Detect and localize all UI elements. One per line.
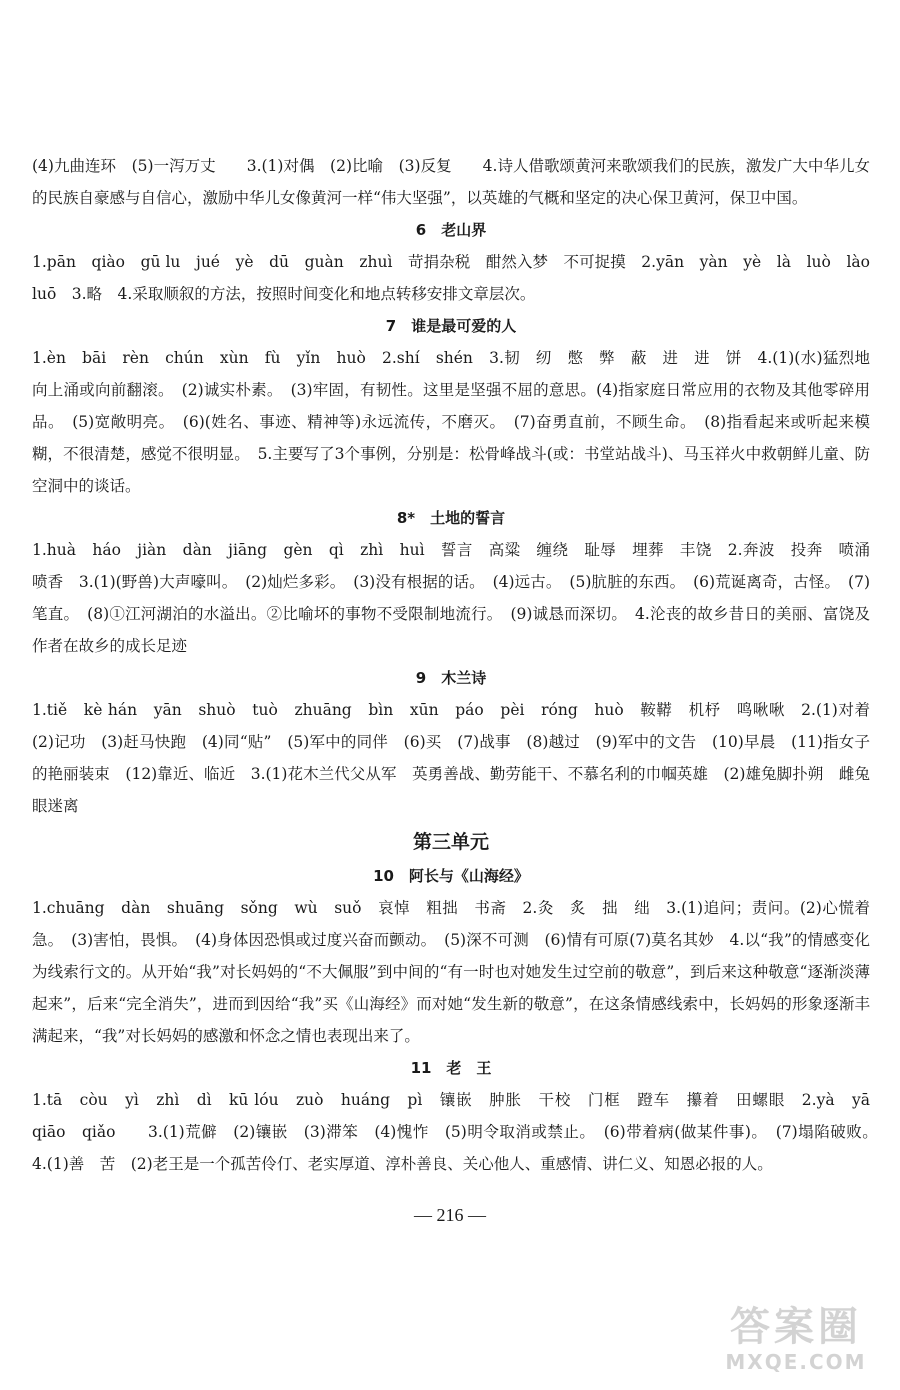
- lesson-heading: 9 木兰诗: [415, 669, 487, 687]
- lesson-heading: 8* 土地的誓言: [396, 509, 506, 527]
- watermark-main: 答案圈: [730, 1304, 862, 1350]
- paragraph: 1.huà háo jiàn dàn jiāng gèn qì zhì huì 誓言 高粱 缠绕 耻辱 埋葬 丰饶 2.奔波 投奔 喷涌 喷香 3.(1)(野兽)大声嚎叫。 (2)灿烂多彩。 (3)没有根据的话。 (4)远古。 (5)肮脏的东西。 (6)荒诞离奇，古怪。 (7)笔直。 (8)①江河湖泊的水溢出。②比喻坏的事物不受限制地流行。 (9)诚恳而深切。 4.沦丧的故乡昔日的美丽、富饶及作者在故乡的成长足迹: [32, 541, 886, 655]
- answer-page-content: [32, 150, 886, 1180]
- paragraph: 1.pān qiào gū lu jué yè dū guàn zhuì 苛捐杂税 酣然入梦 不可捉摸 2.yān yàn yè là luò lào luō 3.略 4.采取顺叙的方法，按照时间变化和地点转移安排文章层次。: [32, 253, 886, 303]
- lesson-heading: 11 老 王: [410, 1059, 492, 1077]
- lesson-heading: 10 阿长与《山海经》: [373, 867, 529, 885]
- unit-heading: 第三单元: [412, 831, 489, 853]
- paragraph: 1.tiě kè hán yān shuò tuò zhuāng bìn xūn páo pèi róng huò 鞍鞯 机杼 鸣啾啾 2.(1)对着 (2)记功 (3)赶马快跑 (4)同“贴” (5)军中的同伴 (6)买 (7)战事 (8)越过 (9)军中的文告 (10)早晨 (11)指女子的艳丽装束 (12)靠近、临近 3.(1)花木兰代父从军 英勇善战、勤劳能干、不慕名利的巾帼英雄 (2)雄兔脚扑朔 雌兔眼迷离: [32, 701, 886, 815]
- page-number: — 216 —: [414, 1205, 486, 1225]
- watermark-sub: MXQE.COM: [725, 1350, 867, 1374]
- watermark-logo: [706, 1304, 886, 1384]
- paragraph: 1.èn bāi rèn chún xùn fù yǐn huò 2.shí shén 3.韧 纫 憋 弊 蔽 进 进 饼 4.(1)(水)猛烈地向上涌或向前翻滚。 (2)诚实朴素。 (3)牢固，有韧性。这里是坚强不屈的意思。(4)指家庭日常应用的衣物及其他零碎用品。 (5)宽敞明亮。 (6)(姓名、事迹、精神等)永远流传，不磨灭。 (7)奋勇直前，不顾生命。 (8)指看起来或听起来模糊，不很清楚，感觉不很明显。 5.主要写了3个事例，分别是：松骨峰战斗(或：书堂站战斗)、马玉祥火中救朝鲜儿童、防空洞中的谈话。: [32, 349, 870, 495]
- lesson-heading: 6 老山界: [415, 221, 487, 239]
- paragraph: 1.tā còu yì zhì dì kū lóu zuò huáng pì 镶嵌 肿胀 干校 门框 蹬车 攥着 田螺眼 2.yà yā qiāo qiǎo 3.(1)荒僻 (2)镶嵌 (3)滞笨 (4)愧怍 (5)明令取消或禁止。 (6)带着病(做某件事)。 (7)塌陷破败。 4.(1)善 苦 (2)老王是一个孤苦伶仃、老实厚道、淳朴善良、关心他人、重感情、讲仁义、知恩必报的人。: [32, 1091, 886, 1173]
- paragraph: (4)九曲连环 (5)一泻万丈 3.(1)对偶 (2)比喻 (3)反复 4.诗人借歌颂黄河来歌颂我们的民族，激发广大中华儿女的民族自豪感与自信心，激励中华儿女像黄河一样“伟大坚强”，以英雄的气概和坚定的决心保卫黄河，保卫中国。: [32, 157, 870, 207]
- paragraph: 1.chuāng dàn shuāng sǒng wù suǒ 哀悼 粗拙 书斋 2.灸 炙 拙 绌 3.(1)追问；责问。(2)心慌着急。 (3)害怕，畏惧。 (4)身体因恐惧或过度兴奋而颤动。 (5)深不可测 (6)情有可原(7)莫名其妙 4.以“我”的情感变化为线索行文的。从开始“我”对长妈妈的“不大佩服”到中间的“有一时也对她发生过空前的敬意”，到后来这种敬意“逐渐淡薄起来”，后来“完全消失”，进而到因给“我”买《山海经》而对她“发生新的敬意”，在这条情感线索中，长妈妈的形象逐渐丰满起来，“我”对长妈妈的感激和怀念之情也表现出来了。: [32, 899, 870, 1045]
- lesson-heading: 7 谁是最可爱的人: [385, 317, 517, 335]
